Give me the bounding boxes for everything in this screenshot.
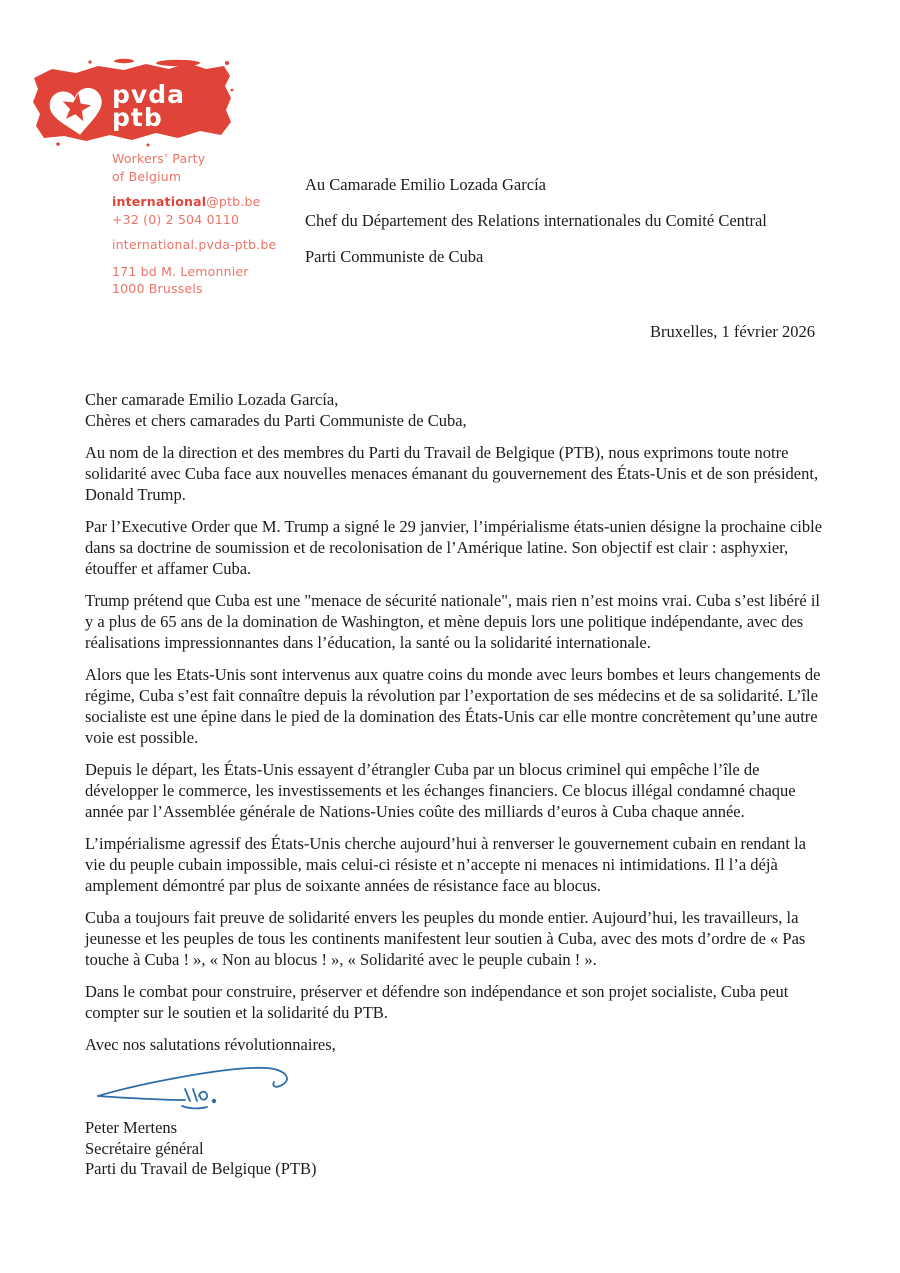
org-name [112,150,276,185]
signatory-name: Peter Mertens [85,1118,178,1137]
brand-logo [28,56,234,150]
body-paragraph: Trump prétend que Cuba est une "menace de sécurité nationale", mais rien n’est moins vrai. Cuba s’est libéré il y a plus de 65 ans de la domination de Washington, et mène depuis lors une politique indépendante, avec des réalisations impressionnantes dans l’éducation, la santé ou la solidarité internationale. [85,591,820,652]
signatory-org: Parti du Travail de Belgique (PTB) [85,1159,317,1178]
postal-address [112,263,276,298]
letterhead-contact [112,150,276,306]
logo-word-ptb: ptb [112,103,163,132]
letter-body [85,389,823,1066]
salutation-line2: Chères et chers camarades du Parti Communiste de Cuba, [85,411,467,430]
website: international.pvda-ptb.be [112,237,277,252]
recipient-block [305,176,767,284]
org-name-line1: Workers’ Party [112,151,206,166]
email-domain: @ptb.be [206,194,261,209]
body-paragraph: Au nom de la direction et des membres du Parti du Travail de Belgique (PTB), nous exprimons toute notre solidarité avec Cuba face aux nouvelles menaces émanant du gouvernement des États-Unis et de son président, Donald Trump. [85,443,819,504]
signoff-block [85,1118,316,1180]
brand-logo-graphic [28,56,234,150]
org-name-line2: of Belgium [112,168,182,184]
address-line1: 171 bd M. Lemonnier [112,263,249,279]
email-bold: international [112,194,207,209]
recipient-org: Parti Communiste de Cuba [305,247,484,266]
contact-email-phone [112,193,276,228]
email-line [112,193,276,211]
signatory-title: Secrétaire général [85,1138,204,1158]
signature-scribble [88,1056,303,1114]
address-line2: 1000 Brussels [112,281,203,296]
body-paragraph: Depuis le départ, les États-Unis essayent d’étrangler Cuba par un blocus criminel qui empêche l’île de développer le commerce, les investissements et les échanges financiers. Ce blocus illégal condamné chaque année par l’Assemblée générale de Nations-Unies coûte des milliards d’euros à Cuba chaque année. [85,760,796,821]
logo-word-pvda: pvda [112,80,185,109]
body-paragraph: Cuba a toujours fait preuve de solidarité envers les peuples du monde entier. Aujourd’hui, les travailleurs, la jeunesse et les peuples de tous les continents manifestent leur soutien à Cuba, avec des mots d’ordre de « Pas touche à Cuba ! », « Non au blocus ! », « Solidarité avec le peuple cubain ! ». [85,908,806,969]
dateline: Bruxelles, 1 février 2026 [650,322,815,341]
signature-ink [88,1056,303,1114]
salutation [85,389,823,431]
recipient-name: Au Camarade Emilio Lozada García [305,175,546,194]
body-paragraph: Alors que les Etats-Unis sont intervenus aux quatre coins du monde avec leurs bombes et leurs changements de régime, Cuba s’est fait connaître depuis la révolution par l’exportation de ses médecins et de sa solidarité. L’île socialiste est une épine dans le pied de la domination des États-Unis car elle montre concrètement qu’une autre voie est possible. [85,665,821,747]
body-paragraph: Dans le combat pour construire, préserver et défendre son indépendance et son projet socialiste, Cuba peut compter sur le soutien et la solidarité du PTB. [85,982,789,1022]
salutation-line1: Cher camarade Emilio Lozada García, [85,390,339,409]
phone-number: +32 (0) 2 504 0110 [112,211,240,227]
closing-line: Avec nos salutations révolutionnaires, [85,1035,336,1054]
body-paragraph: L’impérialisme agressif des États-Unis cherche aujourd’hui à renverser le gouvernement cubain en rendant la vie du peuple cubain impossible, mais celui-ci résiste et n’accepte ni menaces ni intimidations. Il l’a déjà amplement démontré par plus de soixante années de résistance face au blocus. [85,834,806,895]
recipient-role: Chef du Département des Relations internationales du Comité Central [305,211,767,230]
body-paragraph: Par l’Executive Order que M. Trump a signé le 29 janvier, l’impérialisme états-unien désigne la prochaine cible dans sa doctrine de soumission et de recolonisation de l’Amérique latine. Son objectif est clair : asphyxier, étouffer et affamer Cuba. [85,517,823,578]
